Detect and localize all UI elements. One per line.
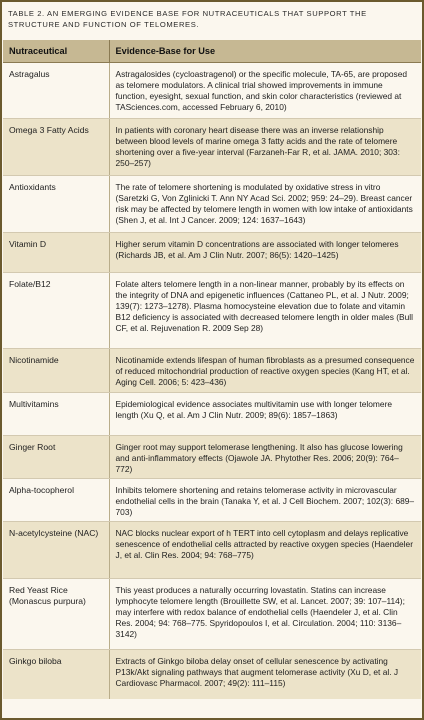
evidence-text: Extracts of Ginkgo biloba delay onset of cellular senescence by activating P13k/Akt signaling pathways that augment telomerase activity (Xu D, et al. J Cardiovasc Pharmacol. 2007; 49(2): 111–115) <box>109 650 421 699</box>
evidence-text: This yeast produces a naturally occurring lovastatin. Statins can increase lymphocyte telomere length (Brouillette SW, et al. Lancet. 2007; 39: 107–114); may interfere with redox balance of endothelial cells (Haendeler J, et al. Clin Res. 2004; 94: 768–775. Spyridopoulos I, et al. Circulation. 2004; 110: 3136–3142) <box>109 579 421 650</box>
nutraceutical-name: Vitamin D <box>3 233 109 273</box>
table-row <box>3 63 421 119</box>
evidence-text: In patients with coronary heart disease there was an inverse relationship between blood levels of marine omega 3 fatty acids and the rate of telomere shortening over a five-year interval (Farzaneh-Far R, et al. JAMA. 2010; 303: 250–257) <box>109 119 421 176</box>
evidence-text: The rate of telomere shortening is modulated by oxidative stress in vitro (Saretzki G, Von Zglinicki T. Ann NY Acad Sci. 2002; 959: 24–29). Breast cancer risk may be affected by telomere length in women with low intake of antioxidants (Shen J, et al. Int J Cancer. 2009; 124: 1637–1643) <box>109 176 421 233</box>
table-row <box>3 273 421 349</box>
header-row <box>3 40 421 63</box>
evidence-text: NAC blocks nuclear export of h TERT into cell cytoplasm and delays replicative senescence of endothelial cells attracted by reactive oxygen species (Haendeler J, et al. Clin Res. 2004; 94: 768–775) <box>109 522 421 579</box>
header-evidence: Evidence-Base for Use <box>109 40 421 63</box>
nutraceutical-name: Red Yeast Rice (Monascus purpura) <box>3 579 109 650</box>
table-row <box>3 393 421 436</box>
evidence-text: Astragalosides (cycloastragenol) or the specific molecule, TA-65, are proposed as telomere modulators. A clinical trial showed improvements in immune function, eyesight, sexual function, and skin color characteristics (reviewed at TASciences.com, accessed February 6, 2010) <box>109 63 421 119</box>
evidence-text: Epidemiological evidence associates multivitamin use with longer telomere length (Xu Q, et al. Am J Clin Nutr. 2009; 89(6): 1857–1863) <box>109 393 421 436</box>
nutraceutical-name: Ginger Root <box>3 436 109 479</box>
evidence-text: Nicotinamide extends lifespan of human fibroblasts as a presumed consequence of reduced mitochondrial production of reactive oxygen species (Kang HT, et al. Aging Cell. 2006; 5: 423–436) <box>109 349 421 393</box>
nutraceutical-name: Astragalus <box>3 63 109 119</box>
nutraceutical-name: Folate/B12 <box>3 273 109 349</box>
table-row <box>3 479 421 522</box>
table-row <box>3 650 421 699</box>
nutraceutical-name: N-acetylcysteine (NAC) <box>3 522 109 579</box>
table-row <box>3 436 421 479</box>
evidence-text: Higher serum vitamin D concentrations are associated with longer telomeres (Richards JB, et al. Am J Clin Nutr. 2007; 86(5): 1420–1425) <box>109 233 421 273</box>
table-row <box>3 119 421 176</box>
table-row <box>3 522 421 579</box>
nutraceutical-name: Alpha-tocopherol <box>3 479 109 522</box>
nutraceutical-name: Nicotinamide <box>3 349 109 393</box>
evidence-text: Folate alters telomere length in a non-linear manner, probably by its effects on the integrity of DNA and epigenetic influences (Cattaneo PL, et al. J Nutr. 2009; 139(7): 1273–1278). Plasma homocysteine elevation due to folate and vitamin B12 deficiency is associated with decreased telomere length in older males (Bull CF, et al. Rejuvenation R. 2009 Sep 28) <box>109 273 421 349</box>
nutraceutical-name: Antioxidants <box>3 176 109 233</box>
nutraceutical-name: Omega 3 Fatty Acids <box>3 119 109 176</box>
nutraceutical-table <box>3 40 421 699</box>
table-row <box>3 349 421 393</box>
evidence-text: Ginger root may support telomerase lengthening. It also has glucose lowering and anti-inflammatory effects (Ojawole JA. Phytother Res. 2006; 20(9): 764–772) <box>109 436 421 479</box>
header-nutraceutical: Nutraceutical <box>3 40 109 63</box>
nutraceutical-name: Ginkgo biloba <box>3 650 109 699</box>
table-caption: TABLE 2. AN EMERGING EVIDENCE BASE FOR NUTRACEUTICALS THAT SUPPORT THE STRUCTURE AND FUNCTION OF TELOMERES. <box>8 9 367 29</box>
evidence-text: Inhibits telomere shortening and retains telomerase activity in microvascular endothelial cells in the brain (Tanaka Y, et al. J Cell Biochem. 2007; 102(3): 689–703) <box>109 479 421 522</box>
nutraceutical-name: Multivitamins <box>3 393 109 436</box>
table-row <box>3 579 421 650</box>
table-row <box>3 176 421 233</box>
table-row <box>3 233 421 273</box>
